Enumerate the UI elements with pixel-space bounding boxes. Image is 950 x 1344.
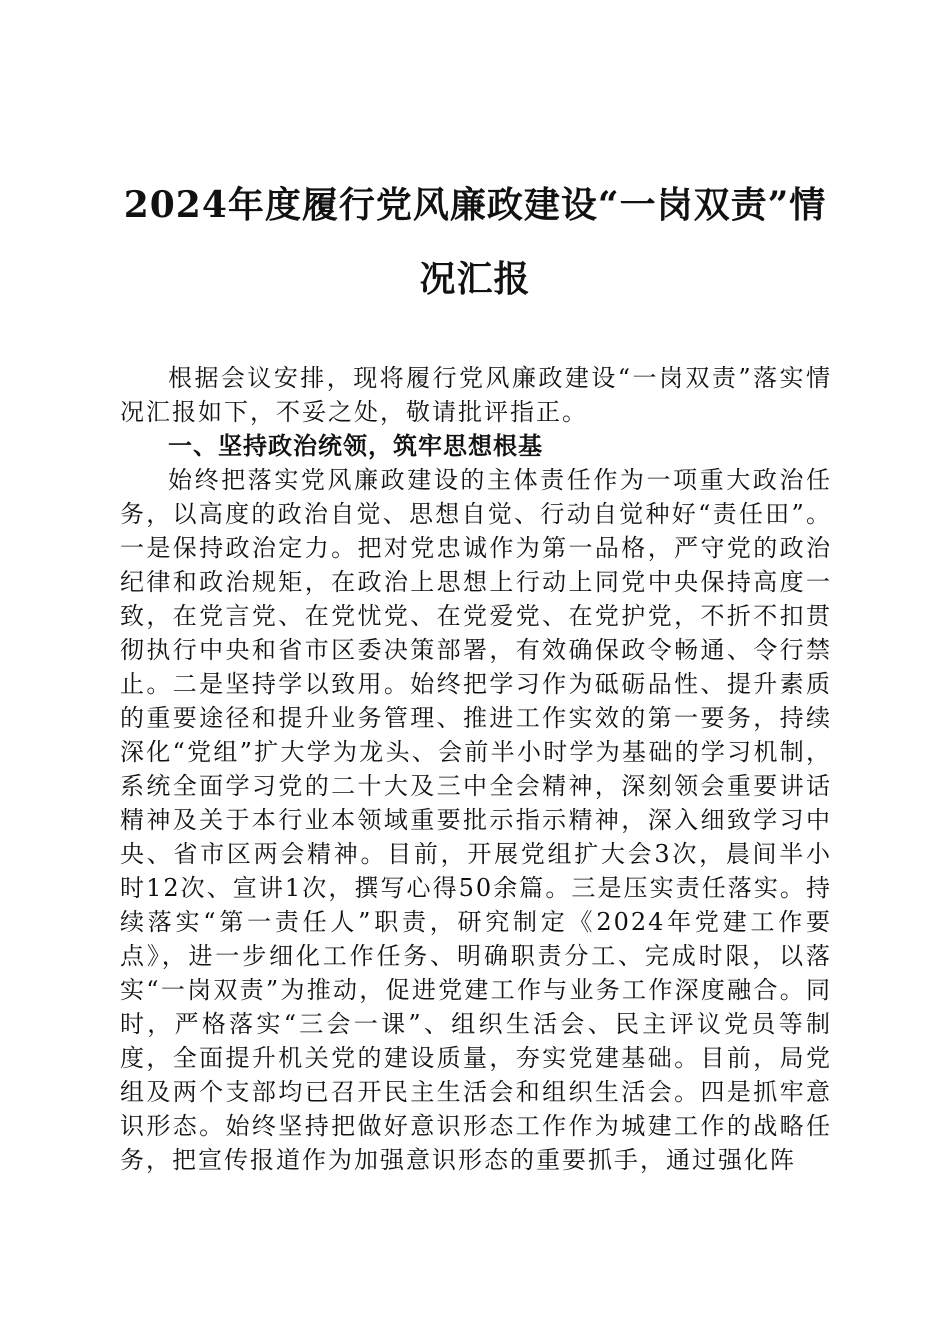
- document-body: [120, 361, 832, 1177]
- intro-paragraph: 根据会议安排，现将履行党风廉政建设“一岗双责”落实情况汇报如下，不妥之处，敬请批评指正。: [120, 364, 832, 426]
- section-paragraph: 始终把落实党风廉政建设的主体责任作为一项重大政治任务，以高度的政治自觉、思想自觉、行动自觉种好“责任田”。一是保持政治定力。把对党忠诚作为第一品格，严守党的政治纪律和政治规矩，在政治上思想上行动上同党中央保持高度一致，在党言党、在党忧党、在党爱党、在党护党，不折不扣贯彻执行中央和省市区委决策部署，有效确保政令畅通、令行禁止。二是坚持学以致用。始终把学习作为砥砺品性、提升素质的重要途径和提升业务管理、推进工作实效的第一要务，持续深化“党组”扩大学为龙头、会前半小时学为基础的学习机制，系统全面学习党的二十大及三中全会精神，深刻领会重要讲话精神及关于本行业本领域重要批示指示精神，深入细致学习中央、省市区两会精神。目前，开展党组扩大会3次，晨间半小时12次、宣讲1次，撰写心得50余篇。三是压实责任落实。持续落实“第一责任人”职责，研究制定《2024年党建工作要点》，进一步细化工作任务、明确职责分工、完成时限，以落实“一岗双责”为推动，促进党建工作与业务工作深度融合。同时，严格落实“三会一课”、组织生活会、民主评议党员等制度，全面提升机关党的建设质量，夯实党建基础。目前，局党组及两个支部均已召开民主生活会和组织生活会。四是抓牢意识形态。始终坚持把做好意识形态工作作为城建工作的战略任务，把宣传报道作为加强意识形态的重要抓手，通过强化阵: [120, 466, 832, 1174]
- section-heading: 一、坚持政治统领，筑牢思想根基: [168, 432, 543, 460]
- document-title: 2024年度履行党风廉政建设“一岗双责”情况汇报: [123, 184, 827, 300]
